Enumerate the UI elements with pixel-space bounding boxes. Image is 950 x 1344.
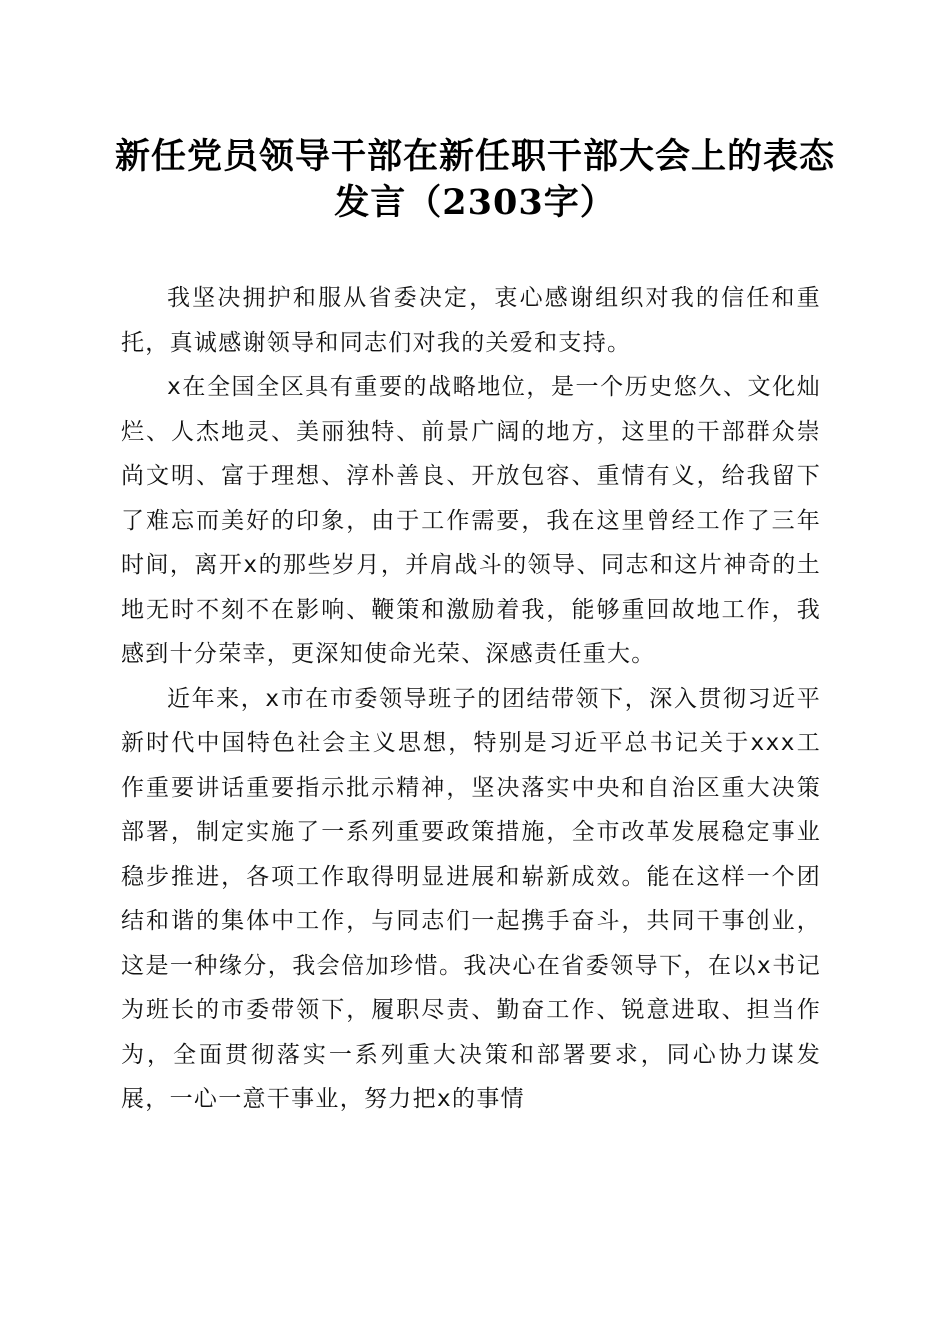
paragraph-3: 近年来，x市在市委领导班子的团结带领下，深入贯彻习近平新时代中国特色社会主义思想，特别是习近平总书记关于xxx工作重要讲话重要指示批示精神，坚决落实中央和自治区重大决策部署，制定实施了一系列重要政策措施，全市改革发展稳定事业稳步推进，各项工作取得明显进展和崭新成效。能在这样一个团结和谐的集体中工作，与同志们一起携手奋斗，共同干事创业，这是一种缘分，我会倍加珍惜。我决心在省委领导下，在以x书记为班长的市委带领下，履职尽责、勤奋工作、锐意进取、担当作为，全面贯彻落实一系列重大决策和部署要求，同心协力谋发展，一心一意干事业，努力把x的事情 — [121, 685, 821, 1112]
document-body — [121, 276, 821, 1122]
title-line-2: 发言（2303字） — [334, 182, 616, 223]
paragraph-2: x在全国全区具有重要的战略地位，是一个历史悠久、文化灿烂、人杰地灵、美丽独特、前景广阔的地方，这里的干部群众崇尚文明、富于理想、淳朴善良、开放包容、重情有义，给我留下了难忘而美好的印象，由于工作需要，我在这里曾经工作了三年时间，离开x的那些岁月，并肩战斗的领导、同志和这片神奇的土地无时不刻不在影响、鞭策和激励着我，能够重回故地工作，我感到十分荣幸，更深知使命光荣、深感责任重大。 — [121, 374, 821, 667]
title-line-1: 新任党员领导干部在新任职干部大会上的表态 — [114, 136, 835, 177]
paragraph-1: 我坚决拥护和服从省委决定，衷心感谢组织对我的信任和重托，真诚感谢领导和同志们对我的关爱和支持。 — [121, 285, 821, 356]
document-title — [100, 134, 850, 226]
